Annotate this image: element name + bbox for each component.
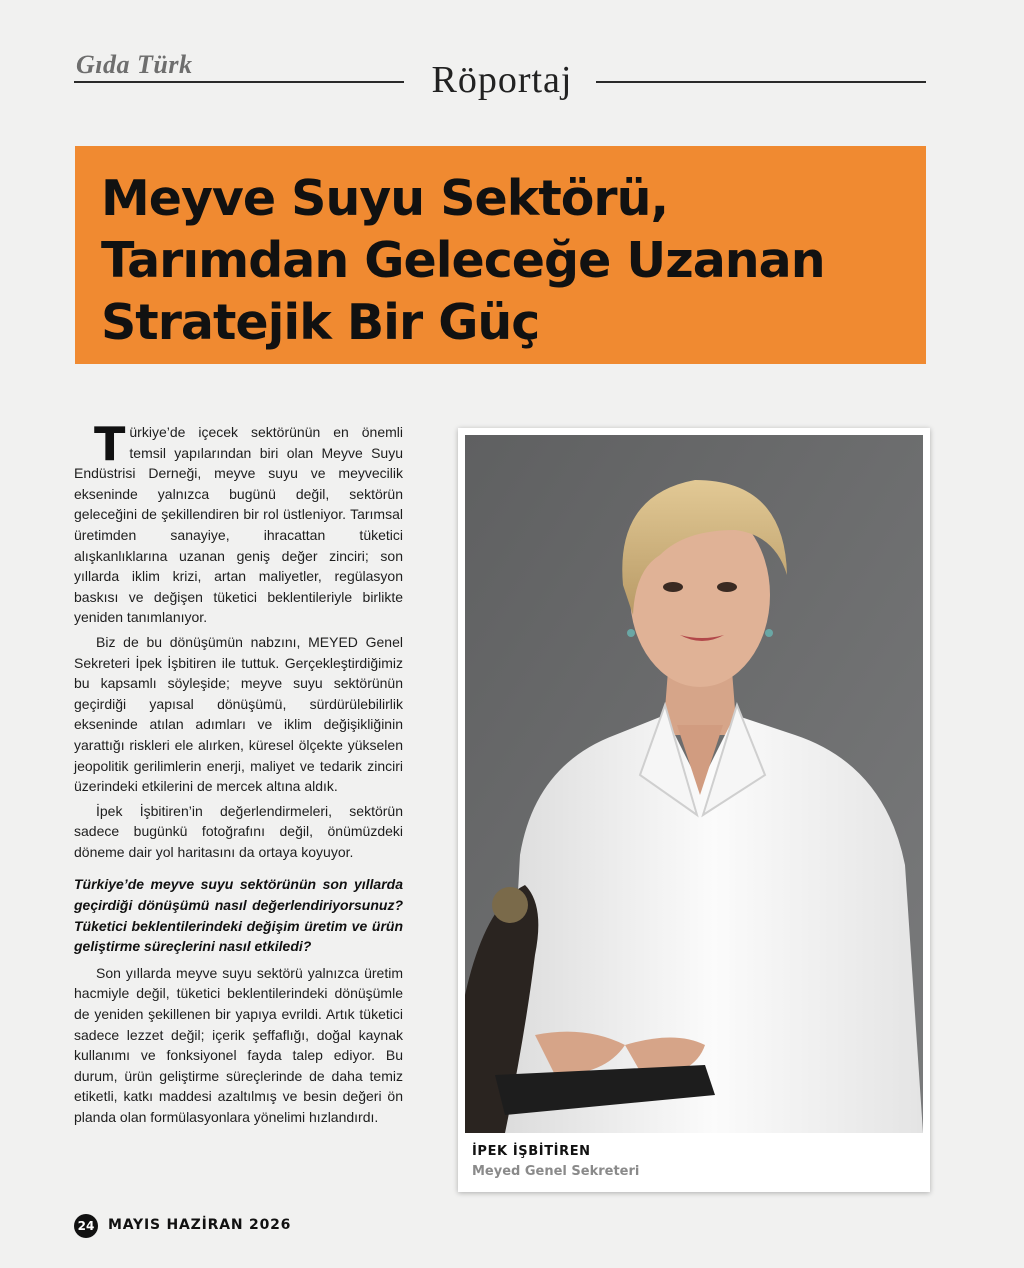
portrait-card [458,428,930,1192]
intro-paragraph [74,417,403,628]
header-rule-right [596,81,926,83]
magazine-logo: Gıda Türk [76,50,193,79]
issue-date: MAYIS HAZİRAN 2026 [108,1217,292,1233]
caption-role: Meyed Genel Sekreteri [472,1164,640,1179]
page-number-badge: 24 [74,1214,98,1238]
caption-name: İPEK İŞBİTİREN [472,1144,591,1159]
header-rule-left [74,81,404,83]
portrait-illustration [465,435,923,1133]
paragraph-3: İpek İşbitiren’in değerlendirmeleri, sektörün sadece bugünkü fotoğrafını değil, önümüzdeki döneme dair yol haritasını da ortaya koyuyor. [74,802,403,860]
drop-cap: T [94,417,126,471]
page-header [74,48,926,108]
headline-banner [75,146,926,364]
headline-line-1: Meyve Suyu Sektörü, [101,170,669,227]
portrait-photo [465,435,923,1133]
article-body [74,417,403,1132]
paragraph-2: Biz de bu dönüşümün nabzını, MEYED Genel Sekreteri İpek İşbitiren ile tuttuk. Gerçekleştirdiğimiz bu kapsamlı söyleşide; meyve suyu sektörünün geçirdiği yapısal dönüşümü, sürdürülebilirlik ekseninde atılan adımları ve iklim değişikliğinin yarattığı riskleri ele alırken, küresel ölçekte yükselen jeopolitik gerilimlerin enerji, maliyet ve tedarik zinciri üzerindeki etkilerini de mercek altına aldık. [74,633,403,795]
intro-text: ürkiye’de içecek sektörünün en önemli temsil yapılarından biri olan Meyve Suyu Endüstrisi Derneği, meyve suyu ve meyvecilik ekseninde yalnızca bugünü değil, sektörün geleceğini de şekillendiren bir rol üstleniyor. Tarımsal üretimden sanayiye, ihracattan tüketici alışkanlıklarına uzanan geniş değer zinciri; son yıllarda iklim krizi, artan maliyetler, regülasyon baskısı ve değişen tüketici beklentileriyle birlikte yeniden tanımlanıyor. [74,424,403,626]
answer-paragraph: Son yıllarda meyve suyu sektörü yalnızca üretim hacmiyle değil, tüketici beklentilerindeki dönüşümle de yeniden şekillenen bir yapıya evrildi. Artık tüketici sadece lezzet değil; içerik şeffaflığı, doğal kaynak kullanımı ve fonksiyonel fayda talep ediyor. Bu durum, ürün geliştirme süreçlerinde de daha temiz etiketli, katkı maddesi azaltılmış ve besin değeri ön planda olan formülasyonlara yönelimi hızlandırdı. [74,964,403,1125]
section-title: Röportaj [431,59,573,101]
headline-line-2: Tarımdan Geleceğe Uzanan [101,232,825,289]
article-headline [101,168,901,354]
interview-question: Türkiye’de meyve suyu sektörünün son yıllarda geçirdiği dönüşümü nasıl değerlendiriyorsunuz? Tüketici beklentilerindeki değişim üretim ve ürün geliştirme süreçlerini nasıl etkiledi? [74,876,403,955]
page-footer [74,1214,474,1240]
headline-line-3: Stratejik Bir Güç [101,294,540,351]
